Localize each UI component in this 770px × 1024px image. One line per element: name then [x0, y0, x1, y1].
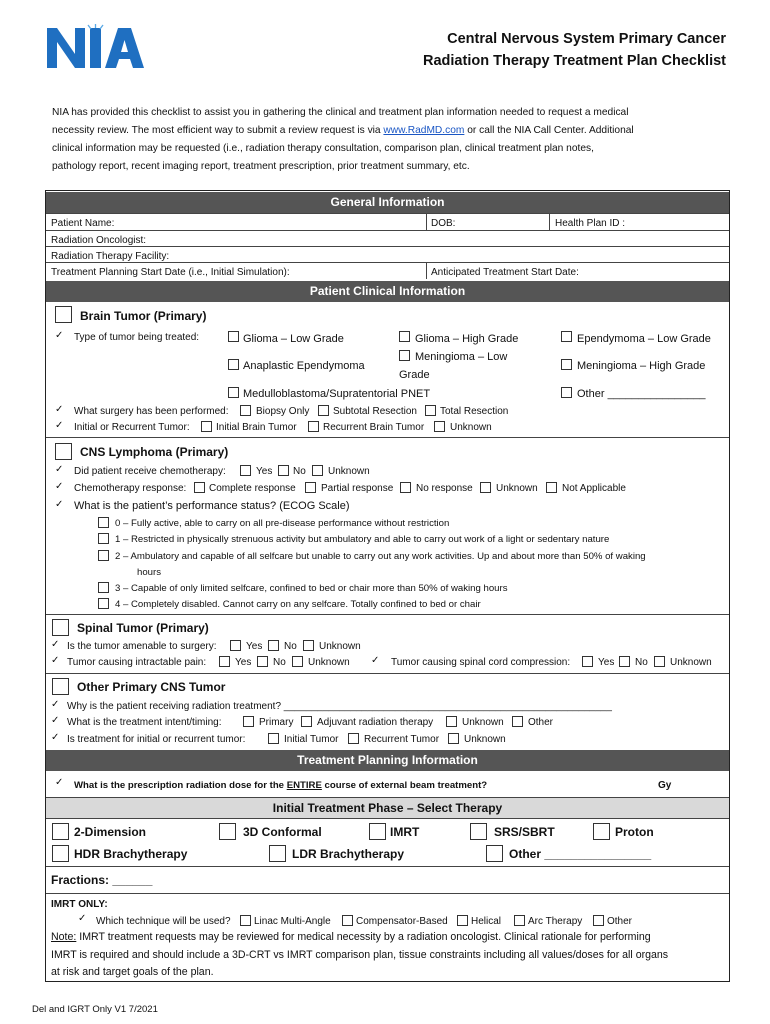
anaplastic-label: Anaplastic Ependymoma: [243, 360, 365, 372]
recurrent-brain-checkbox[interactable]: [308, 421, 319, 432]
surgery-question: What surgery has been performed:: [74, 406, 229, 417]
chemo-unknown-checkbox[interactable]: [312, 465, 323, 476]
glioma-high-checkbox[interactable]: [399, 331, 410, 342]
cns-lymphoma-checkbox[interactable]: [55, 443, 72, 460]
intent-other-checkbox[interactable]: [512, 716, 523, 727]
anticipated-start-label: Anticipated Treatment Start Date:: [431, 267, 579, 278]
recurrent-brain-label: Recurrent Brain Tumor: [323, 422, 425, 433]
intent-primary-checkbox[interactable]: [243, 716, 254, 727]
other-initial-label: Initial Tumor: [284, 734, 339, 745]
arc-therapy-label: Arc Therapy: [528, 916, 583, 927]
partial-response-label: Partial response: [321, 483, 394, 494]
compression-unknown-checkbox[interactable]: [654, 656, 665, 667]
not-applicable-label: Not Applicable: [562, 483, 626, 494]
spinal-tumor-title: Spinal Tumor (Primary): [77, 621, 209, 635]
intro-line: NIA has provided this checklist to assist you in gathering the clinical and treatment plan information needed to request a medical: [52, 107, 629, 118]
spinal-tumor-checkbox[interactable]: [52, 619, 69, 636]
meningioma-low-checkbox[interactable]: [399, 350, 410, 361]
meningioma-high-label: Meningioma – High Grade: [577, 360, 706, 372]
anaplastic-checkbox[interactable]: [228, 359, 239, 370]
medullo-checkbox[interactable]: [228, 387, 239, 398]
imrt-only-title: IMRT ONLY:: [51, 899, 108, 910]
check-icon: ✓: [51, 732, 60, 743]
check-icon: ✓: [55, 481, 64, 492]
intro-line: clinical information may be requested (i.e., radiation therapy consultation, comparison plan, clinical treatment plan notes,: [52, 143, 594, 154]
nia-logo: [45, 24, 145, 70]
facility-label: Radiation Therapy Facility:: [51, 251, 170, 262]
spinal-surgery-yes-checkbox[interactable]: [230, 640, 241, 651]
subtotal-checkbox[interactable]: [318, 405, 329, 416]
no-response-checkbox[interactable]: [400, 482, 411, 493]
check-icon: ✓: [55, 777, 64, 788]
imrt-other-label: Other: [607, 916, 633, 927]
performance-question: What is the patient’s performance status? (ECOG Scale): [74, 500, 350, 512]
not-applicable-checkbox[interactable]: [546, 482, 557, 493]
spinal-surgery-question: Is the tumor amenable to surgery:: [67, 641, 217, 652]
3d-conformal-checkbox[interactable]: [219, 823, 236, 840]
initial-recurrent-question: Initial or Recurrent Tumor:: [74, 422, 190, 433]
2d-checkbox[interactable]: [52, 823, 69, 840]
complete-response-checkbox[interactable]: [194, 482, 205, 493]
other-unknown-label: Unknown: [464, 734, 506, 745]
radmd-link[interactable]: www.RadMD.com: [383, 125, 465, 136]
glioma-high-label: Glioma – High Grade: [415, 333, 519, 345]
ecog-4-label: 4 – Completely disabled. Cannot carry on any selfcare. Totally confined to bed or chair: [115, 599, 481, 610]
check-icon: ✓: [55, 404, 64, 415]
page-title-line2: Radiation Therapy Treatment Plan Checklist: [423, 53, 726, 69]
other-recurrent-label: Recurrent Tumor: [364, 734, 440, 745]
imrt-other-checkbox[interactable]: [593, 915, 604, 926]
check-icon: ✓: [51, 699, 60, 710]
chemo-yes-label: Yes: [256, 466, 273, 477]
compression-yes-checkbox[interactable]: [582, 656, 593, 667]
spinal-surgery-unknown-label: Unknown: [319, 641, 361, 652]
page-title-line1: Central Nervous System Primary Cancer: [447, 31, 726, 47]
check-icon: ✓: [51, 655, 60, 666]
chemo-question: Did patient receive chemotherapy:: [74, 466, 226, 477]
arc-therapy-checkbox[interactable]: [514, 915, 525, 926]
ependymoma-low-checkbox[interactable]: [561, 331, 572, 342]
dob-label: DOB:: [431, 218, 456, 229]
subtotal-label: Subtotal Resection: [333, 406, 417, 417]
pain-yes-label: Yes: [235, 657, 252, 668]
initial-unknown-label: Unknown: [450, 422, 492, 433]
ecog-0-checkbox[interactable]: [98, 517, 109, 528]
compensator-label: Compensator-Based: [356, 916, 448, 927]
pain-no-label: No: [273, 657, 286, 668]
health-plan-label: Health Plan ID :: [555, 218, 626, 229]
check-icon: ✓: [371, 655, 380, 666]
ecog-1-checkbox[interactable]: [98, 533, 109, 544]
glioma-low-checkbox[interactable]: [228, 331, 239, 342]
technique-question: Which technique will be used?: [96, 916, 231, 927]
other-tumor-label: Other ________________: [577, 388, 706, 400]
chemo-yes-checkbox[interactable]: [240, 465, 251, 476]
intro-line: necessity review. The most efficient way to submit a review request is via www.RadMD.com or call the NIA Call Center. Additional: [52, 125, 634, 136]
meningioma-low-label-cont: Grade: [399, 369, 430, 381]
dose-question: What is the prescription radiation dose for the ENTIRE course of external beam treatment?: [74, 780, 488, 791]
initial-unknown-checkbox[interactable]: [434, 421, 445, 432]
why-radiation-question: Why is the patient receiving radiation treatment? ___________________________________________________________: [67, 701, 612, 712]
compression-no-checkbox[interactable]: [619, 656, 630, 667]
ecog-3-checkbox[interactable]: [98, 582, 109, 593]
intent-unknown-checkbox[interactable]: [446, 716, 457, 727]
ecog-4-checkbox[interactable]: [98, 598, 109, 609]
cns-lymphoma-title: CNS Lymphoma (Primary): [80, 445, 229, 459]
compression-yes-label: Yes: [598, 657, 615, 668]
ependymoma-low-label: Ependymoma – Low Grade: [577, 333, 711, 345]
intent-primary-label: Primary: [259, 717, 294, 728]
oncologist-label: Radiation Oncologist:: [51, 235, 147, 246]
ldr-checkbox[interactable]: [269, 845, 286, 862]
biopsy-checkbox[interactable]: [240, 405, 251, 416]
initial-phase-heading: Initial Treatment Phase – Select Therapy: [46, 798, 729, 818]
other-tumor-checkbox[interactable]: [561, 387, 572, 398]
pain-unknown-label: Unknown: [308, 657, 350, 668]
srs-sbrt-label: SRS/SBRT: [494, 825, 555, 839]
response-question: Chemotherapy response:: [74, 483, 187, 494]
brain-tumor-title: Brain Tumor (Primary): [80, 309, 207, 323]
helical-label: Helical: [471, 916, 502, 927]
hdr-checkbox[interactable]: [52, 845, 69, 862]
intro-paragraph: [52, 104, 722, 176]
check-icon: ✓: [55, 464, 64, 475]
meningioma-high-checkbox[interactable]: [561, 359, 572, 370]
intent-unknown-label: Unknown: [462, 717, 504, 728]
treatment-planning-heading: Treatment Planning Information: [46, 750, 729, 771]
ecog-3-label: 3 – Capable of only limited selfcare, confined to bed or chair more than 50% of waking hours: [115, 583, 508, 594]
intent-adjuvant-checkbox[interactable]: [301, 716, 312, 727]
3d-conformal-label: 3D Conformal: [243, 825, 322, 839]
other-unknown-checkbox[interactable]: [448, 733, 459, 744]
dose-unit: Gy: [658, 780, 672, 791]
linac-label: Linac Multi-Angle: [254, 916, 331, 927]
response-unknown-checkbox[interactable]: [480, 482, 491, 493]
check-icon: ✓: [51, 639, 60, 650]
tumor-type-question: Type of tumor being treated:: [74, 332, 200, 343]
proton-checkbox[interactable]: [593, 823, 610, 840]
medullo-label: Medulloblastoma/Supratentorial PNET: [243, 388, 431, 400]
glioma-low-label: Glioma – Low Grade: [243, 333, 344, 345]
intent-other-label: Other: [528, 717, 554, 728]
spinal-surgery-no-label: No: [284, 641, 297, 652]
imrt-note-line3: at risk and target goals of the plan.: [51, 966, 214, 978]
proton-label: Proton: [615, 825, 654, 839]
spinal-surgery-yes-label: Yes: [246, 641, 263, 652]
phase-other-label: Other ________________: [509, 847, 652, 861]
other-initial-question: Is treatment for initial or recurrent tumor:: [67, 734, 246, 745]
imrt-note-line1: Note: IMRT treatment requests may be reviewed for medical necessity by a radiation oncologist. Clinical rationale for performing: [51, 931, 651, 943]
imrt-checkbox[interactable]: [369, 823, 386, 840]
intent-question: What is the treatment intent/timing:: [67, 717, 222, 728]
ldr-label: LDR Brachytherapy: [292, 847, 405, 861]
meningioma-low-label: Meningioma – Low: [415, 351, 508, 363]
total-resection-checkbox[interactable]: [425, 405, 436, 416]
compression-question: Tumor causing spinal cord compression:: [391, 657, 571, 668]
phase-other-checkbox[interactable]: [486, 845, 503, 862]
check-icon: ✓: [55, 330, 64, 341]
imrt-note-line2: IMRT is required and should include a 3D-CRT vs IMRT comparison plan, tissue constraints including all values/doses for all organs: [51, 949, 669, 961]
pain-question: Tumor causing intractable pain:: [67, 657, 207, 668]
pain-no-checkbox[interactable]: [257, 656, 268, 667]
pain-yes-checkbox[interactable]: [219, 656, 230, 667]
spinal-surgery-no-checkbox[interactable]: [268, 640, 279, 651]
partial-response-checkbox[interactable]: [305, 482, 316, 493]
check-icon: ✓: [55, 420, 64, 431]
compression-no-label: No: [635, 657, 648, 668]
other-initial-checkbox[interactable]: [268, 733, 279, 744]
imrt-label: IMRT: [390, 825, 420, 839]
patient-name-label: Patient Name:: [51, 218, 115, 229]
chemo-unknown-label: Unknown: [328, 466, 370, 477]
helical-checkbox[interactable]: [457, 915, 468, 926]
ecog-2-label: 2 – Ambulatory and capable of all selfcare but unable to carry out any work activities. Up and about more than 50% of waking: [115, 551, 646, 562]
clinical-info-heading: Patient Clinical Information: [46, 281, 729, 302]
chemo-no-label: No: [293, 466, 306, 477]
chemo-no-checkbox[interactable]: [278, 465, 289, 476]
planning-start-label: Treatment Planning Start Date (i.e., Initial Simulation):: [51, 267, 290, 278]
complete-response-label: Complete response: [209, 483, 296, 494]
footer-version: Del and IGRT Only V1 7/2021: [32, 1004, 158, 1015]
intent-adjuvant-label: Adjuvant radiation therapy: [317, 717, 434, 728]
ecog-1-label: 1 – Restricted in physically strenuous activity but ambulatory and able to carry out work of a light or sedentary nature: [115, 534, 610, 545]
ecog-2-checkbox[interactable]: [98, 550, 109, 561]
ecog-0-label: 0 – Fully active, able to carry on all pre-disease performance without restriction: [115, 518, 450, 529]
total-resection-label: Total Resection: [440, 406, 509, 417]
biopsy-label: Biopsy Only: [256, 406, 310, 417]
other-cns-checkbox[interactable]: [52, 678, 69, 695]
other-cns-title: Other Primary CNS Tumor: [77, 680, 226, 694]
ecog-2-label-cont: hours: [137, 567, 161, 578]
brain-tumor-checkbox[interactable]: [55, 306, 72, 323]
other-recurrent-checkbox[interactable]: [348, 733, 359, 744]
compensator-checkbox[interactable]: [342, 915, 353, 926]
srs-sbrt-checkbox[interactable]: [470, 823, 487, 840]
2d-label: 2-Dimension: [74, 825, 147, 839]
fractions-field[interactable]: Fractions: ______: [51, 873, 153, 887]
hdr-label: HDR Brachytherapy: [74, 847, 188, 861]
initial-brain-checkbox[interactable]: [201, 421, 212, 432]
initial-brain-label: Initial Brain Tumor: [216, 422, 297, 433]
linac-checkbox[interactable]: [240, 915, 251, 926]
response-unknown-label: Unknown: [496, 483, 538, 494]
check-icon: ✓: [51, 715, 60, 726]
check-icon: ✓: [55, 499, 64, 510]
intro-line: pathology report, recent imaging report, treatment prescription, prior treatment summary, etc.: [52, 161, 470, 172]
no-response-label: No response: [416, 483, 473, 494]
pain-unknown-checkbox[interactable]: [292, 656, 303, 667]
spinal-surgery-unknown-checkbox[interactable]: [303, 640, 314, 651]
general-info-heading: General Information: [46, 192, 729, 213]
check-icon: ✓: [78, 913, 87, 924]
compression-unknown-label: Unknown: [670, 657, 712, 668]
